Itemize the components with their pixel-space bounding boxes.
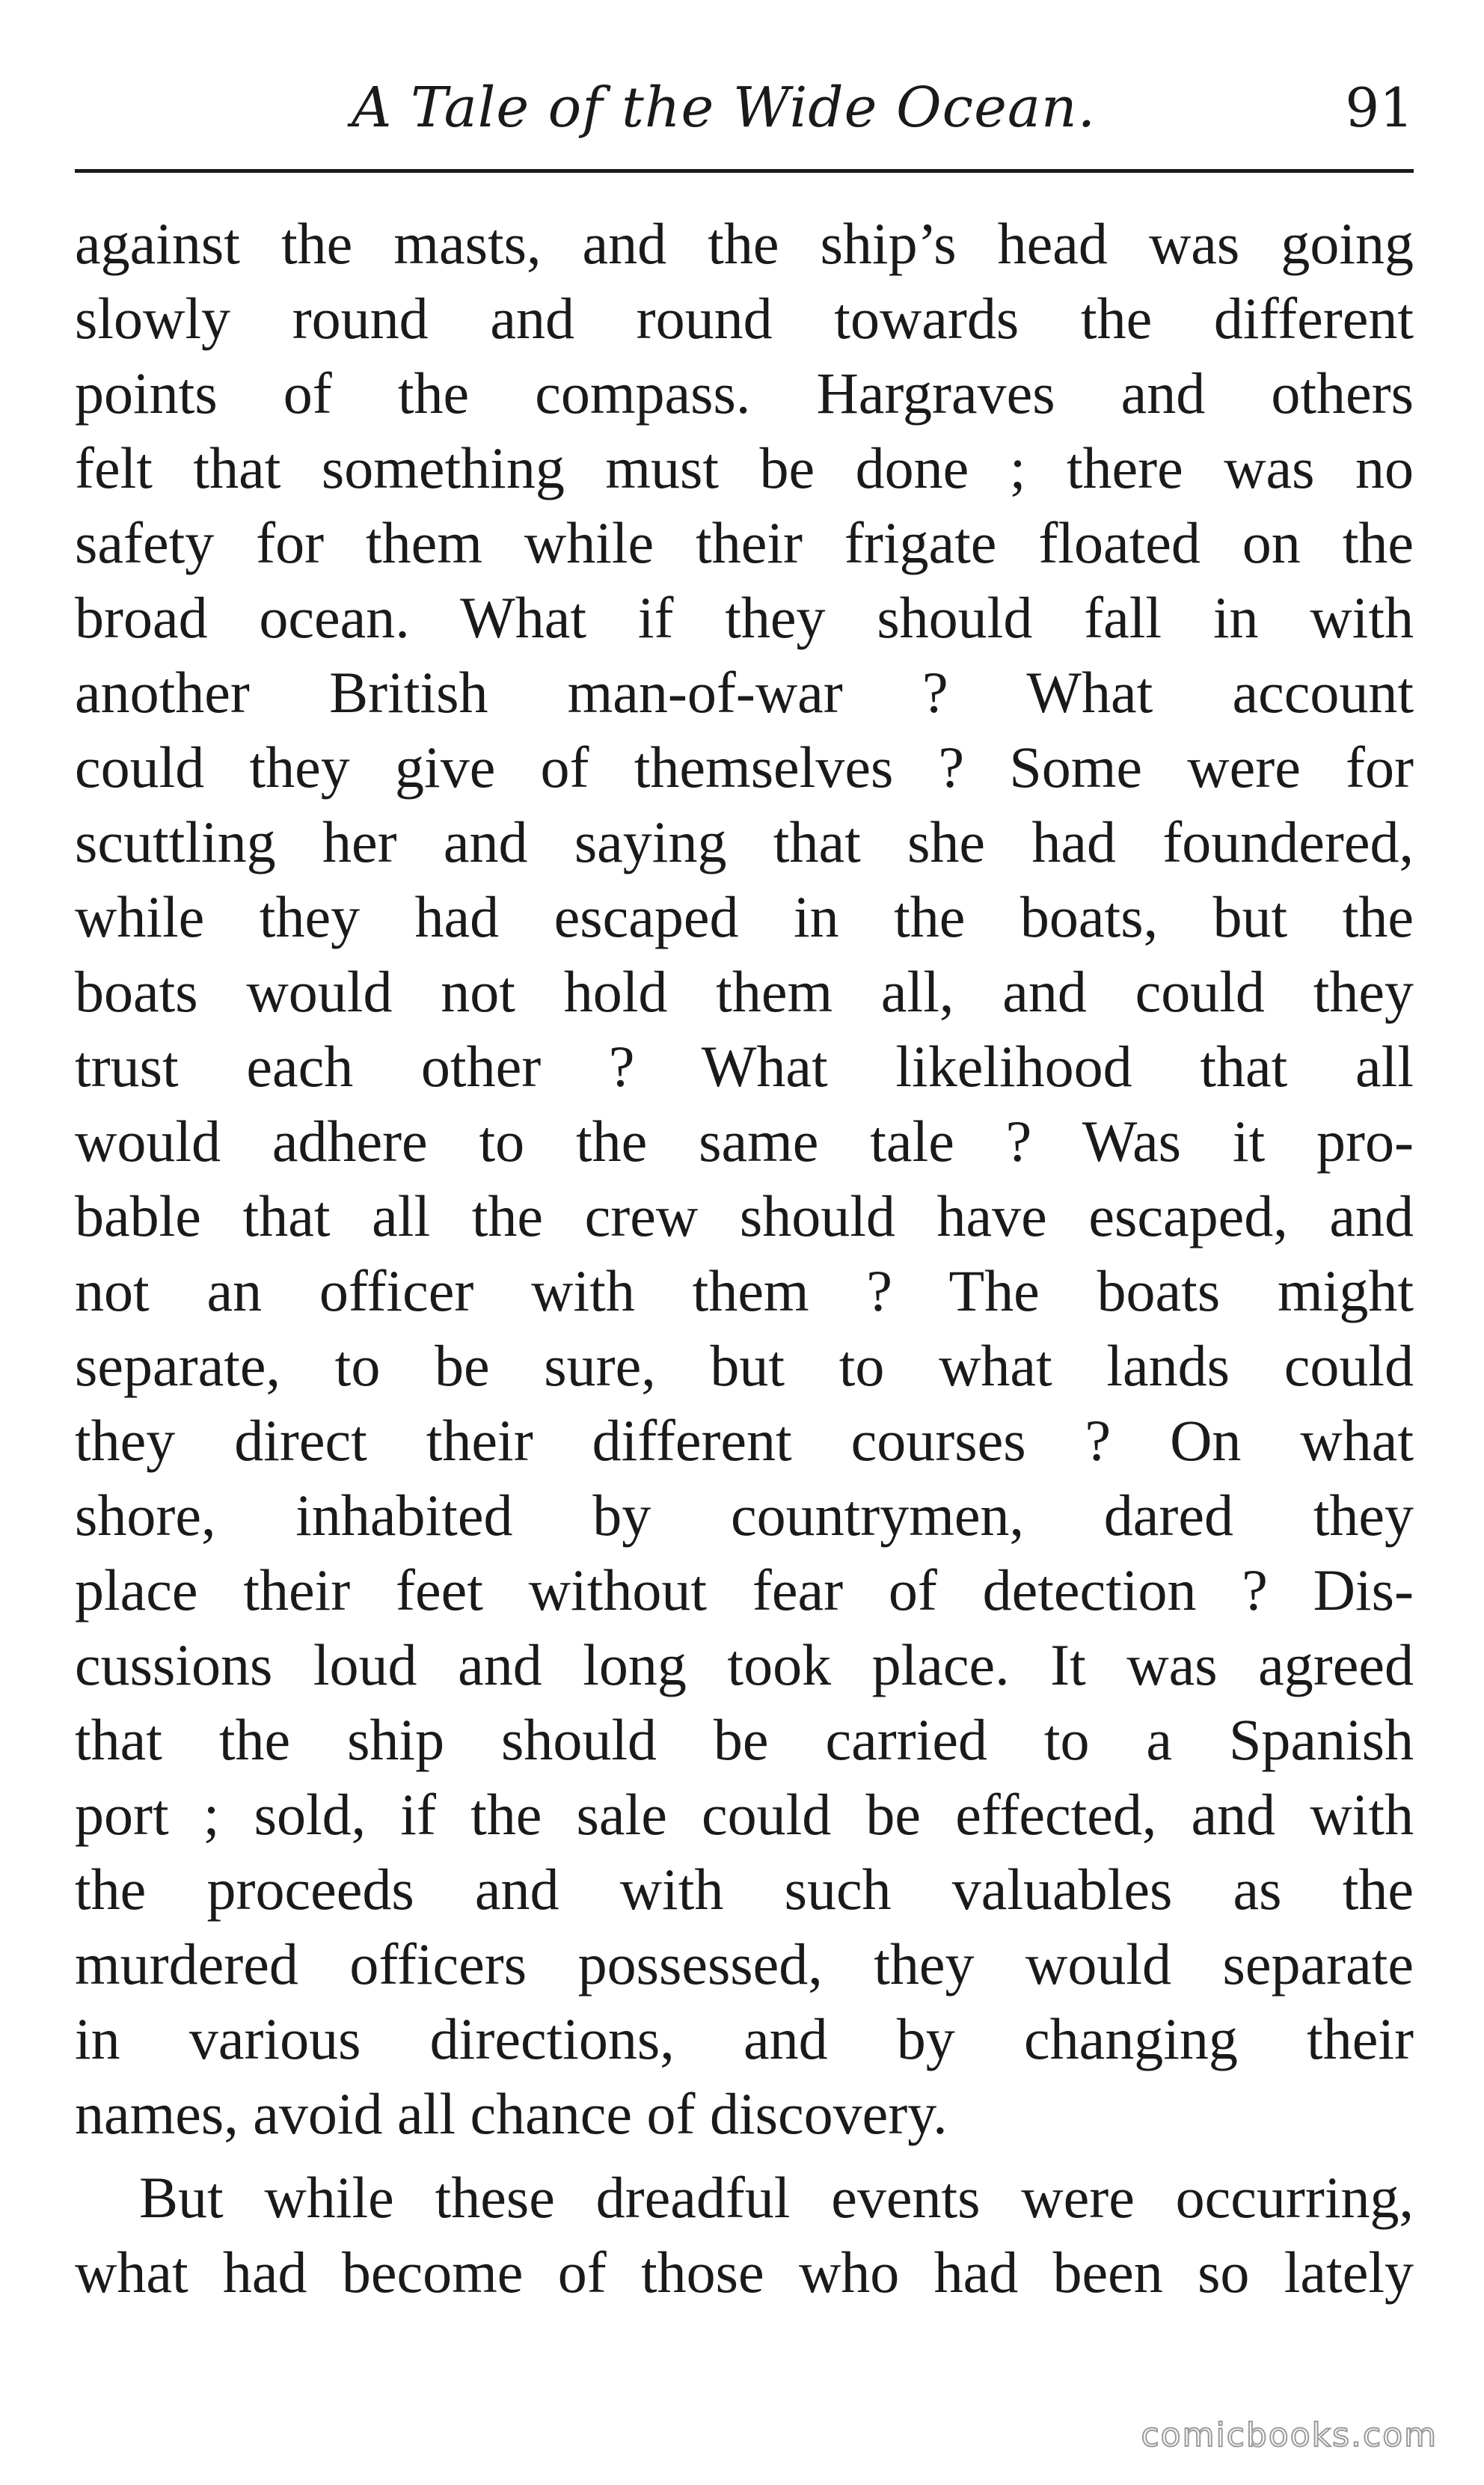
text-line: not an officer with them ? The boats might	[75, 1258, 1414, 1323]
text-line: another British man-of-war ? What account	[75, 660, 1414, 725]
text-line: names, avoid all chance of discovery.	[75, 2081, 948, 2146]
page-number: 91	[1345, 76, 1414, 139]
paragraph-gap	[75, 2151, 1414, 2160]
paragraph-1	[75, 206, 1414, 2151]
text-line: that the ship should be carried to a Spanish	[75, 1707, 1414, 1772]
text-line: while they had escaped in the boats, but the	[75, 884, 1414, 949]
text-line: broad ocean. What if they should fall in with	[75, 585, 1414, 650]
text-line: against the masts, and the ship’s head was going	[75, 211, 1414, 276]
text-line: felt that something must be done ; there was no	[75, 435, 1414, 500]
text-line: murdered officers possessed, they would separate	[75, 1931, 1414, 1997]
text-line: would adhere to the same tale ? Was it pro-	[75, 1109, 1414, 1174]
text-line: bable that all the crew should have escaped, and	[75, 1183, 1414, 1248]
text-line: safety for them while their frigate floated on the	[75, 510, 1414, 575]
text-line: slowly round and round towards the different	[75, 286, 1414, 351]
page-header	[75, 69, 1414, 147]
text-line: they direct their different courses ? On what	[75, 1408, 1414, 1473]
paragraph-2	[75, 2160, 1414, 2310]
running-head: A Tale of the Wide Ocean.	[352, 76, 1097, 140]
text-line: place their feet without fear of detection ? Dis-	[75, 1557, 1414, 1623]
body-text	[75, 206, 1414, 2310]
text-line: port ; sold, if the sale could be effected, and with	[75, 1782, 1414, 1847]
text-line: boats would not hold them all, and could they	[75, 959, 1414, 1024]
text-line: scuttling her and saying that she had foundered,	[75, 809, 1414, 874]
text-line: shore, inhabited by countrymen, dared they	[75, 1483, 1414, 1548]
watermark: comicbooks.com	[1141, 2416, 1438, 2454]
text-line: cussions loud and long took place. It was agreed	[75, 1632, 1414, 1697]
text-line: separate, to be sure, but to what lands could	[75, 1333, 1414, 1398]
text-line: But while these dreadful events were occurring,	[139, 2165, 1414, 2230]
header-rule	[75, 169, 1414, 173]
text-line: the proceeds and with such valuables as the	[75, 1857, 1414, 1922]
text-line: points of the compass. Hargraves and others	[75, 361, 1414, 426]
text-line: what had become of those who had been so lately	[75, 2240, 1414, 2305]
text-line: in various directions, and by changing their	[75, 2006, 1414, 2071]
text-line: could they give of themselves ? Some were for	[75, 735, 1414, 800]
text-line: trust each other ? What likelihood that all	[75, 1034, 1414, 1099]
